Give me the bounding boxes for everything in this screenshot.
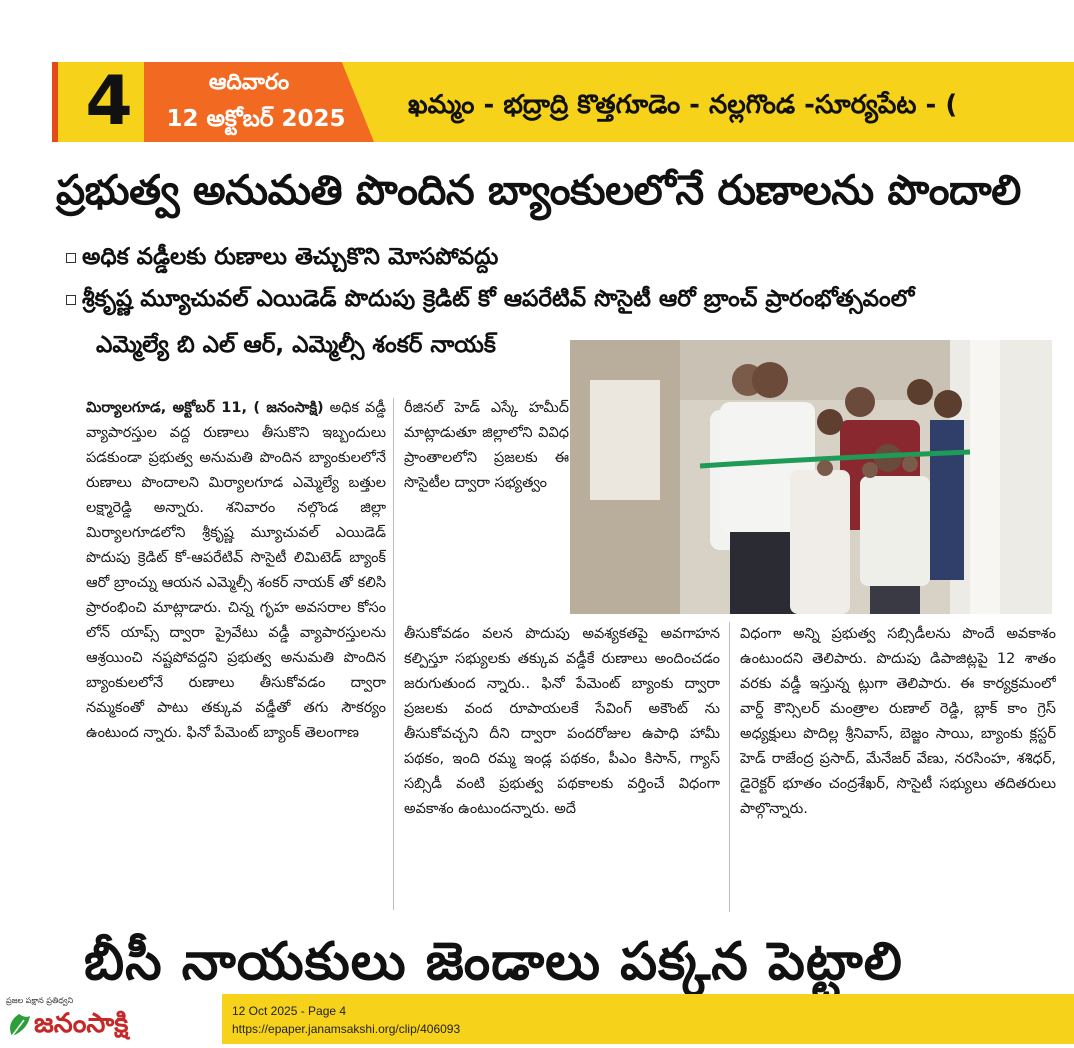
article-subhead-3: ఎమ్మెల్యే బి ఎల్ ఆర్, ఎమ్మెల్సీ శంకర్ నాయక్ [96, 332, 496, 358]
article-column-2-top: రీజినల్ హెడ్ ఎస్కే హమీద్ మాట్లాడుతూ జిల్లాలోని వివిధ ప్రాంతాలలోని ప్రజలకు ఈ సొసైటీల ద్వారా సభ్యత్వం [404, 400, 569, 491]
article-column-3: విధంగా అన్ని ప్రభుత్వ సబ్సిడీలను పొందే అవకాశం ఉంటుందని తెలిపారు. పొదుపు డిపాజిట్లపై 12 శాతం వరకు వడ్డీ ఇస్తున్న ట్లుగా తెలిపారు. ఈ కార్యక్రమంలో వార్డ్ కౌన్సిలర్ మంత్రాల రుణాల్ రెడ్డి, బ్లాక్ కాం గ్రెస్ అధ్యక్షులు పొదిల్ల శ్రీనివాస్, బెజ్జం సాయి, బ్యాంకు క్లస్టర్ హెడ్ రాజేంద్ర ప్రసాద్, మేనేజర్ వేణు, నరసింహ, శశిధర్, డైరెక్టర్ భూతం చంద్రశేఖర్, సొసైటీ సభ్యులు తదితరులు పాల్గొన్నారు. [740, 626, 1056, 817]
bullet-square-icon [66, 295, 76, 305]
column-divider [393, 398, 394, 910]
footer-url-link[interactable]: https://epaper.janamsakshi.org/clip/406093 [232, 1022, 461, 1036]
edition-date: 12 అక్టోబర్ 2025 [166, 106, 346, 132]
article-headline: ప్రభుత్వ అనుమతి పొందిన బ్యాంకులలోనే రుణాలను పొందాలి [56, 166, 1021, 214]
newspaper-logo: జనంసాక్షి [34, 1008, 129, 1039]
page-number: 4 [85, 62, 133, 141]
column-1-text: అధిక వడ్డీ వ్యాపారస్తుల వద్ద రుణాలు తీసుకొని ఇబ్బందులు పడకుండా ప్రభుత్వ అనుమతి పొందిన బ్యాంకులలోనే రుణాలు పొందాలని మిర్యాలగూడ ఎమ్మెల్యే బత్తుల లక్ష్మారెడ్డి అన్నారు. శనివారం నల్గొండ జిల్లా మిర్యాలగూడలోని శ్రీకృష్ణ మ్యూచువల్ ఎయిడెడ్ పొదుపు క్రెడిట్ కో-ఆపరేటివ్ సొసైటీ లిమిటెడ్ బ్యాంక్ ఆరో బ్రాంచ్ను ఆయన ఎమ్మెల్సీ శంకర్ నాయక్ తో కలిసి ప్రారంభించి మాట్లాడారు. చిన్న గృహ అవసరాల కోసం లోన్ యాప్స్ ద్వారా ప్రైవేటు వడ్డీ వ్యాపారస్తులను ఆశ్రయించి నష్టపోవద్దని ప్రభుత్వ అనుమతి పొందిన బ్యాంకులలోనే రుణాలు తీసుకోవడం ద్వారా నమ్మకంతో పాటు తక్కువ వడ్డీతో తగు సౌకర్యం ఉంటుంద న్నారు. ఫినో పేమెంట్ బ్యాంక్ తెలంగాణ [86, 400, 386, 741]
logo-tagline: ప్రజల పక్షాన ప్రతిధ్వని [6, 996, 74, 1005]
footer-band [222, 994, 1074, 1044]
article-dateline: మిర్యాలగూడ, అక్టోబర్ 11, ( జనంసాక్షి) [86, 400, 324, 416]
photo-illustration [570, 340, 1052, 614]
bullet-square-icon [66, 253, 76, 263]
second-article-headline: బీసీ నాయకులు జెండాలు పక్కన పెట్టాలి [84, 932, 903, 992]
subhead-2-text: శ్రీకృష్ణ మ్యూచువల్ ఎయిడెడ్ పొదుపు క్రెడిట్ కో ఆపరేటివ్ సొసైటీ ఆరో బ్రాంచ్ ప్రారంభోత్సవంలో [82, 286, 915, 312]
footer-date-page: 12 Oct 2025 - Page 4 [232, 1004, 347, 1018]
subhead-1-text: అధిక వడ్డీలకు రుణాలు తెచ్చుకొని మోసపోవద్దు [82, 244, 499, 270]
article-subhead-1 [66, 244, 498, 276]
logo-leaf-icon [6, 1012, 32, 1038]
ribbon-cutting-photo [570, 340, 1052, 614]
article-subhead-2 [66, 286, 914, 318]
article-column-1 [86, 396, 386, 916]
day-name: ఆదివారం [208, 70, 290, 95]
edition-districts: ఖమ్మం - భద్రాద్రి కొత్తగూడెం - నల్లగొండ -సూర్యపేట - ( [408, 90, 958, 120]
column-divider [729, 622, 730, 912]
article-column-2-bottom: తీసుకోవడం వలన పొదుపు అవశ్యకతపై అవగాహన కల్పిస్తూ సభ్యులకు తక్కువ వడ్డీకే రుణాలు అందించడం జరుగుతుంద న్నారు.. ఫినో పేమెంట్ బ్యాంకు ద్వారా ప్రజలకు వంద రూపాయలకే సేవింగ్ అకౌంట్ ను తీసుకోవచ్చని దీని ద్వారా పందరోజుల ఉపాధి హామీ పథకం, ఇంది రమ్మ ఇండ్ల పథకం, పీఎం కిసాన్, గ్యాస్ సబ్సిడీ వంటి ప్రభుత్వ పథకాలకు వర్తించే విధంగా అవకాశం ఉంటుందన్నారు. అదే [404, 626, 720, 817]
